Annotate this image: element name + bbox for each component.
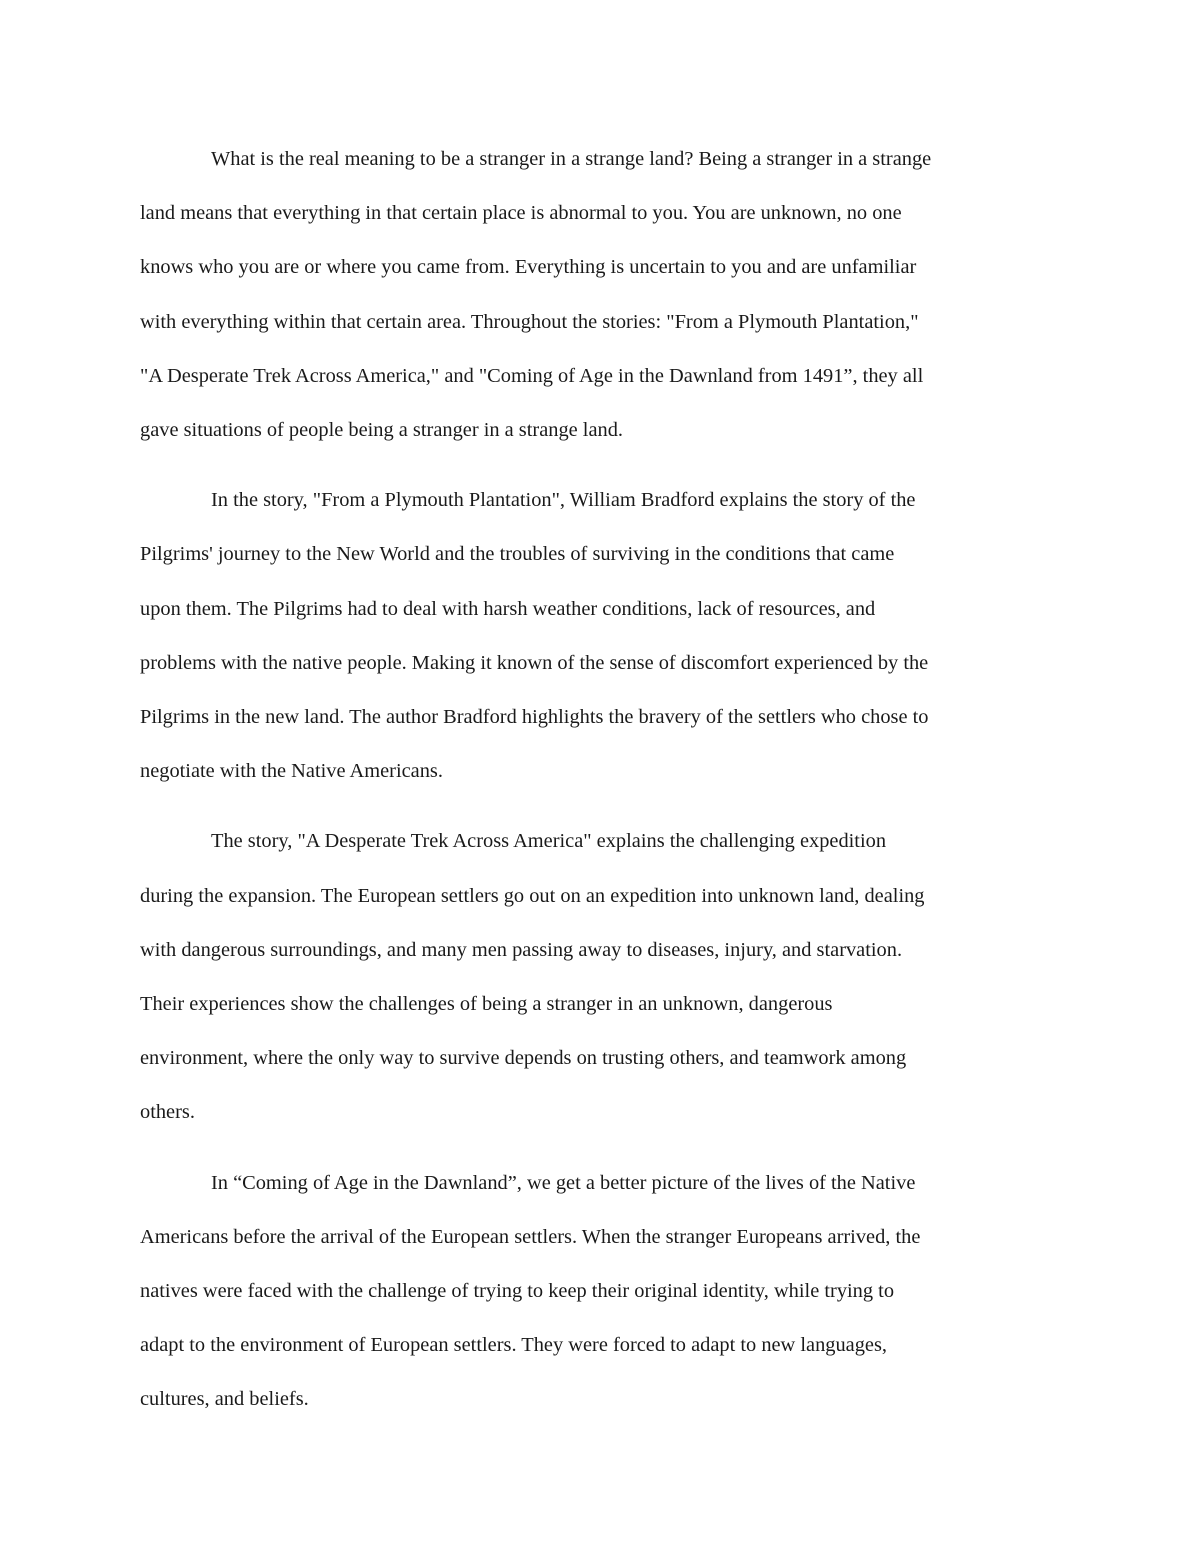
paragraph-line: In the story, "From a Plymouth Plantation", William Bradford explains the story of the <box>211 489 916 512</box>
paragraph-line: environment, where the only way to survive depends on trusting others, and teamwork among <box>140 1047 907 1070</box>
paragraph-line: Their experiences show the challenges of being a stranger in an unknown, dangerous <box>140 993 833 1016</box>
paragraph-line: problems with the native people. Making it known of the sense of discomfort experienced by the <box>140 651 929 674</box>
paragraph-line: knows who you are or where you came from. Everything is uncertain to you and are unfamiliar <box>140 256 917 279</box>
paragraph-line: with dangerous surroundings, and many men passing away to diseases, injury, and starvation. <box>140 938 903 961</box>
paragraph-line: land means that everything in that certain place is abnormal to you. You are unknown, no one <box>140 202 902 225</box>
document-body <box>140 132 1060 1443</box>
paragraph-line: negotiate with the Native Americans. <box>140 760 443 783</box>
paragraph-line: natives were faced with the challenge of trying to keep their original identity, while trying to <box>140 1280 895 1303</box>
paragraph-line: What is the real meaning to be a stranger in a strange land? Being a stranger in a strange <box>211 148 932 170</box>
paragraph-line: Americans before the arrival of the European settlers. When the stranger Europeans arrived, the <box>140 1225 921 1248</box>
paragraph-4 <box>140 1156 1060 1427</box>
paragraph-line: Pilgrims in the new land. The author Bradford highlights the bravery of the settlers who chose to <box>140 706 929 729</box>
paragraph-line: Pilgrims' journey to the New World and the troubles of surviving in the conditions that came <box>140 543 895 566</box>
paragraph-1 <box>140 132 1060 457</box>
paragraph-line: gave situations of people being a stranger in a strange land. <box>140 419 623 442</box>
paragraph-line: upon them. The Pilgrims had to deal with harsh weather conditions, lack of resources, and <box>140 597 876 620</box>
paragraph-line: cultures, and beliefs. <box>140 1388 309 1411</box>
paragraph-2 <box>140 473 1060 798</box>
paragraph-line: adapt to the environment of European settlers. They were forced to adapt to new languages, <box>140 1334 888 1357</box>
paragraph-line: others. <box>140 1101 195 1124</box>
paragraph-3 <box>140 814 1060 1139</box>
paragraph-line: with everything within that certain area. Throughout the stories: "From a Plymouth Plantation," <box>140 310 919 333</box>
paragraph-line: In “Coming of Age in the Dawnland”, we get a better picture of the lives of the Native <box>211 1171 916 1194</box>
paragraph-line: The story, "A Desperate Trek Across America" explains the challenging expedition <box>211 830 887 853</box>
paragraph-line: "A Desperate Trek Across America," and "Coming of Age in the Dawnland from 1491”, they all <box>140 364 924 387</box>
paragraph-line: during the expansion. The European settlers go out on an expedition into unknown land, dealing <box>140 884 925 907</box>
